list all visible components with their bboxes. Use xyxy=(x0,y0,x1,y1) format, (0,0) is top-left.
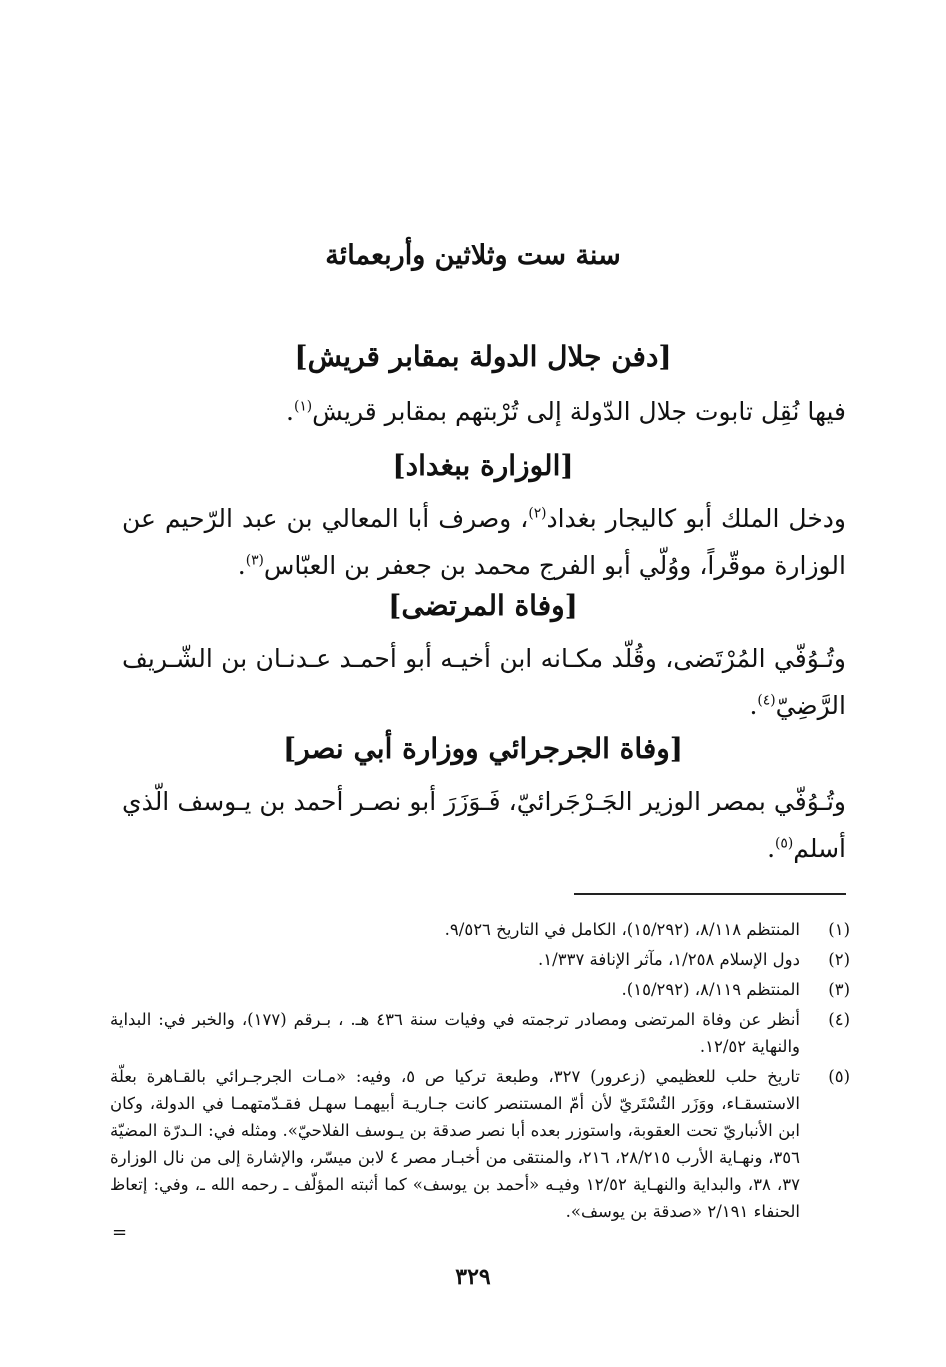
footnote-text: دول الإسلام ١/٢٥٨، مآثر الإنافة ١/٣٣٧. xyxy=(538,950,800,969)
footnote-separator xyxy=(574,893,846,895)
section-heading-burial: [دفن جلال الدولة بمقابر قريش] xyxy=(294,340,672,373)
footnote-number: (٣) xyxy=(828,980,850,999)
footnote-ref: (٢) xyxy=(528,505,547,522)
paragraph-text: ودخل الملك أبو كاليجار بغداد xyxy=(546,504,847,533)
paragraph-burial xyxy=(122,388,846,435)
paragraph-text: وتُـوُفّي المُرْتَضى، وقُلّد مكـانه ابن أخيـه أبو أحمـد عـدنـان بن الشّـريف الرَّضِيّ xyxy=(122,644,846,720)
paragraph-vizierate xyxy=(122,495,846,589)
footnote-text: أنظر عن وفاة المرتضى ومصادر ترجمته في وفيات سنة ٤٣٦ هـ. ، بـرقم (١٧٧)، والخبر في: البداية والنهاية ١٢/٥٢. xyxy=(110,1010,801,1056)
section-heading-vizierate: [الوزارة ببغداد] xyxy=(392,449,574,482)
footnote-item xyxy=(110,976,850,1003)
footnote-item xyxy=(110,916,850,943)
paragraph-tail: . xyxy=(237,551,246,580)
continuation-mark: = xyxy=(112,1222,128,1243)
section-heading-jarjarai: [وفاة الجرجرائي ووزارة أبي نصر] xyxy=(282,732,684,765)
footnote-item xyxy=(110,1063,850,1225)
section-heading-murtada: [وفاة المرتضى] xyxy=(388,589,578,622)
paragraph-tail: . xyxy=(749,691,758,720)
footnote-number: (١) xyxy=(828,920,850,939)
footnote-item xyxy=(110,946,850,973)
year-title: سنة ست وثلاثين وأربعمائة xyxy=(325,240,621,271)
paragraph-jarjarai xyxy=(122,778,846,872)
footnote-number: (٢) xyxy=(828,950,850,969)
footnote-number: (٥) xyxy=(828,1067,850,1086)
footnote-text: المنتظم ٨/١١٩، (١٥/٢٩٢). xyxy=(621,980,800,999)
footnote-text: المنتظم ٨/١١٨، (١٥/٢٩٢)، الكامل في التاريخ ٩/٥٢٦. xyxy=(444,920,800,939)
footnote-item xyxy=(110,1006,850,1060)
paragraph-text: ، وصرف أبا المعالي بن عبد الرّحيم عن الوزارة موقّراً، ووُلّي أبو الفرج محمد بن جعفر بن العبّاس xyxy=(122,504,846,580)
page-number: ٣٢٩ xyxy=(455,1264,491,1290)
paragraph-murtada xyxy=(122,635,846,729)
footnote-ref: (٤) xyxy=(757,692,776,709)
footnote-ref: (٣) xyxy=(245,552,264,569)
paragraph-text: فيها نُقِل تابوت جلال الدّولة إلى تُرْبتهم بمقابر قريش xyxy=(312,397,846,426)
footnotes xyxy=(110,916,850,1228)
paragraph-tail: . xyxy=(286,397,294,426)
footnote-ref: (١) xyxy=(293,398,313,415)
footnote-text: تاريخ حلب للعظيمي (زعرور) ٣٢٧، وطبعة تركيا ص ٥، وفيه: «مـات الجرجـرائي بالقـاهرة بعلّة الاستسقـاء، ووَزَر التُسْتَريّ لأن أمّ المستنصر كانت جـاريـة أبيهمـا سهـل فقـدّمتهمـا في الدولة، وكان ابن الأنباريّ تحت العقوبة، واستوزر بعده أبا نصر صدقة بن يـوسف الفلاحيّ». ومثله في: الـدرّة المضيّة ٣٥٦، ونهـاية الأرب ٢٨/٢١٥، ٢١٦، والمنتقى من أخبـار مصر ٤ لابن ميسّر، والإشارة إلى من نال الوزارة ٣٧، ٣٨، والبداية والنهـاية ١٢/٥٢ وفيـه «أحمد بن يوسف» كما أثبته المؤلّف ـ رحمه الله ـ، وفي: إتعاظ الحنفاء ٢/١٩١ «صدقة بن يوسف». xyxy=(110,1067,801,1221)
paragraph-text: وتُـوُفّي بمصر الوزير الجَـرْجَرائيّ، فَـوَزَرَ أبو نصـر أحمد بن يـوسف الّذي أسلم xyxy=(122,787,846,863)
paragraph-tail: . xyxy=(767,834,776,863)
footnote-ref: (٥) xyxy=(775,835,794,852)
footnote-number: (٤) xyxy=(828,1010,850,1029)
